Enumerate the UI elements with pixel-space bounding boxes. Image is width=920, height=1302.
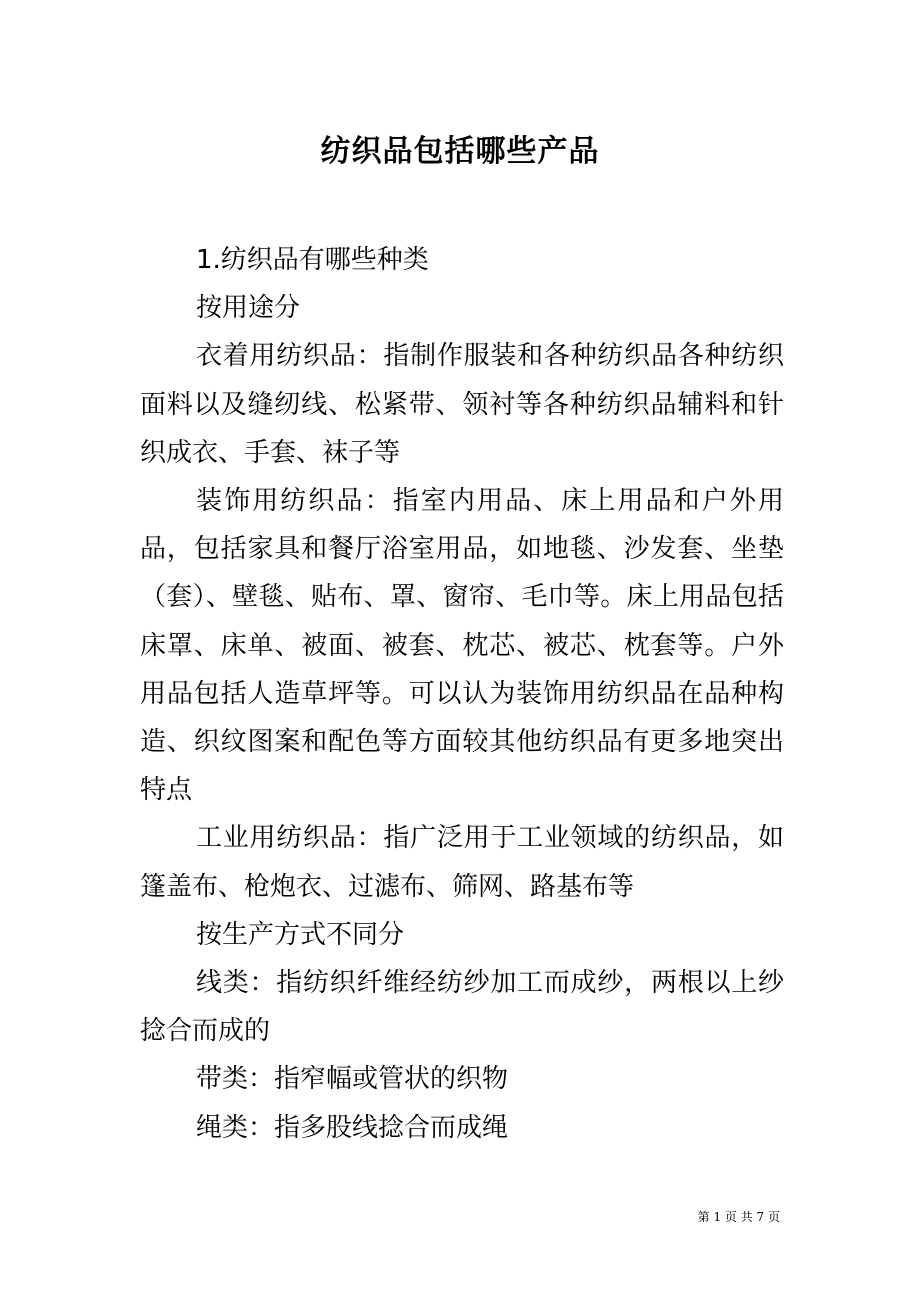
paragraph: 装饰用纺织品：指室内用品、床上用品和户外用品，包括家具和餐厅浴室用品，如地毯、沙发套、坐垫（套）、壁毯、贴布、罩、窗帘、毛巾等。床上用品包括床罩、床单、被面、被套、枕芯、被芯、枕套等。户外用品包括人造草坪等。可以认为装饰用纺织品在品种构造、织纹图案和配色等方面较其他纺织品有更多地突出特点 [140, 486, 784, 806]
paragraph: 衣着用纺织品：指制作服装和各种纺织品各种纺织面料以及缝纫线、松紧带、领衬等各种纺织品辅料和针织成衣、手套、袜子等 [140, 341, 784, 468]
paragraph: 按用途分 [196, 293, 301, 324]
document-body [140, 236, 784, 1152]
paragraph: 绳类：指多股线捻合而成绳 [196, 1112, 509, 1143]
paragraph: 带类：指窄幅或管状的织物 [196, 1064, 509, 1095]
paragraph: 线类：指纺织纤维经纺纱加工而成纱，两根以上纱捻合而成的 [140, 968, 784, 1047]
paragraph: 1.纺织品有哪些种类 [196, 245, 429, 275]
document-title: 纺织品包括哪些产品 [320, 134, 600, 169]
page-number-footer: 第 1 页 共 7 页 [697, 1210, 780, 1224]
paragraph: 按生产方式不同分 [196, 919, 405, 950]
paragraph: 工业用纺织品：指广泛用于工业领域的纺织品，如篷盖布、枪炮衣、过滤布、筛网、路基布等 [140, 823, 784, 902]
